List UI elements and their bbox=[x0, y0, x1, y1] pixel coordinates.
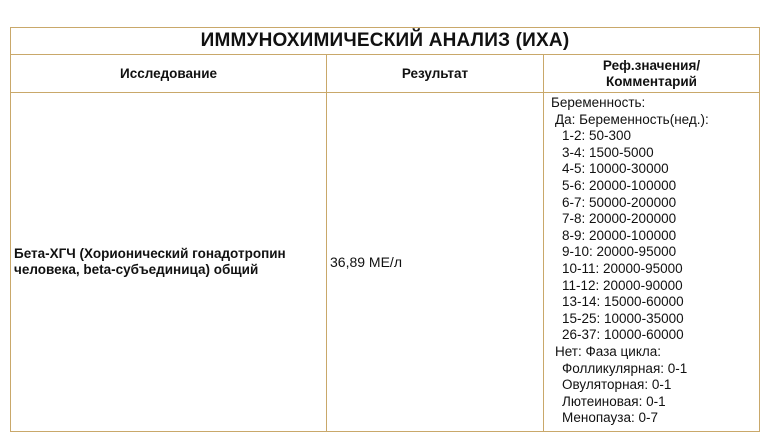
week-range-item: 4-5: 10000-30000 bbox=[562, 161, 669, 177]
week-range-item: 10-11: 20000-95000 bbox=[562, 260, 683, 276]
study-name bbox=[11, 93, 327, 432]
study-name-line2: человека, beta-субъединица) общий bbox=[14, 261, 259, 277]
table-row bbox=[11, 93, 760, 432]
week-range-item: 7-8: 20000-200000 bbox=[562, 211, 677, 227]
study-name-line1: Бета-ХГЧ (Хорионический гонадотропин bbox=[14, 245, 286, 261]
header-reference-line2: Комментарий bbox=[606, 73, 697, 89]
header-result: Результат bbox=[327, 55, 544, 93]
pregnancy-header: Беременность: bbox=[551, 95, 646, 110]
week-range-item: 5-6: 20000-100000 bbox=[562, 177, 677, 193]
week-range-item: 3-4: 1500-5000 bbox=[562, 144, 654, 160]
week-range-item: 1-2: 50-300 bbox=[562, 128, 632, 144]
weeks-list bbox=[551, 128, 759, 344]
week-range-item: 9-10: 20000-95000 bbox=[562, 244, 677, 260]
week-range-item: 8-9: 20000-100000 bbox=[562, 227, 677, 243]
phase-range-item: Менопауза: 0-7 bbox=[562, 410, 658, 426]
results-table bbox=[10, 27, 760, 432]
week-range-item: 26-37: 10000-60000 bbox=[562, 327, 684, 343]
header-study: Исследование bbox=[11, 55, 327, 93]
phase-range-item: Фолликулярная: 0-1 bbox=[562, 360, 688, 376]
header-row bbox=[11, 55, 760, 93]
result-value: 36,89 МЕ/л bbox=[327, 93, 544, 432]
table-title: ИММУНОХИМИЧЕСКИЙ АНАЛИЗ (ИХА) bbox=[11, 28, 760, 55]
week-range-item: 13-14: 15000-60000 bbox=[562, 294, 684, 310]
pregnancy-yes-label: Да: Беременность(нед.): bbox=[555, 111, 709, 127]
week-range-item: 6-7: 50000-200000 bbox=[562, 194, 677, 210]
phase-range-item: Овуляторная: 0-1 bbox=[562, 377, 672, 393]
header-reference bbox=[544, 55, 760, 93]
phases-list bbox=[551, 361, 759, 427]
title-row bbox=[11, 28, 760, 55]
week-range-item: 15-25: 10000-35000 bbox=[562, 310, 684, 326]
pregnancy-no-label: Нет: Фаза цикла: bbox=[555, 343, 662, 359]
reference-values bbox=[544, 93, 760, 432]
header-reference-line1: Реф.значения/ bbox=[602, 57, 701, 73]
phase-range-item: Лютеиновая: 0-1 bbox=[562, 393, 666, 409]
week-range-item: 11-12: 20000-90000 bbox=[562, 277, 683, 293]
